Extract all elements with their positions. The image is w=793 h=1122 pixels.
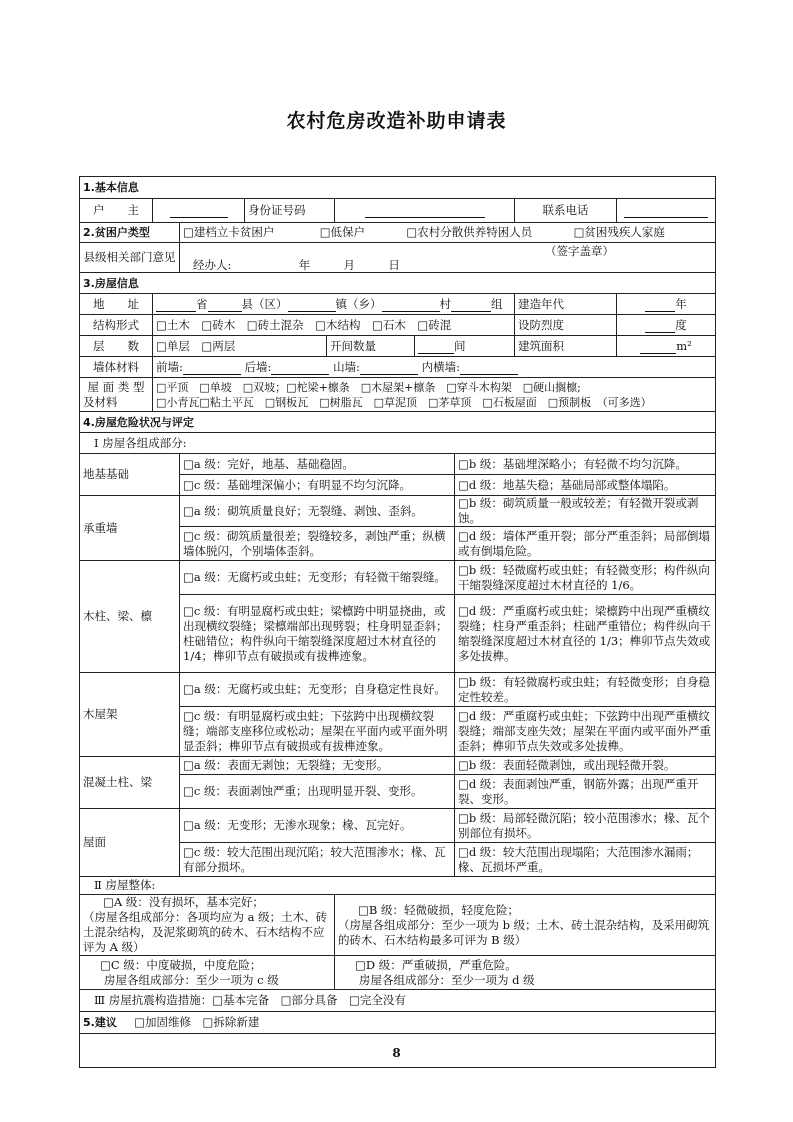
wall-back-label: 后墙: [244,359,272,374]
grade-b-desc: （房屋各组成部分：至少一项为 b 级；土木、砖土混杂结构，及采用砌筑的砖木、石木结构最多可评为 B 级） [338,917,710,947]
grade-b-title[interactable]: □B 级：轻微破损，轻度危险； [358,902,519,917]
address-label: 地 址 [80,294,153,315]
truss-grade-b[interactable]: □b 级：有轻微腐朽或虫蛀；有轻微变形；自身稳定性较差。 [455,673,716,707]
component-roof: 屋面 [80,809,180,877]
poverty-option-disabled[interactable]: □贫困残疾人家庭 [573,225,665,239]
roof-label-line2: 及材料 [83,394,118,409]
foundation-grade-a[interactable]: □a 级：完好，地基、基础稳固。 [180,454,455,475]
poverty-option-extreme-poor[interactable]: □农村分散供养特困人员 [406,225,533,239]
wall-grade-c[interactable]: □c 级：砌筑质量很差；裂缝较多，剥蚀严重；纵横墙体脱闪，个别墙体歪斜。 [180,527,455,561]
part2-heading: Ⅱ 房屋整体: [80,877,716,895]
truss-grade-c[interactable]: □c 级：有明显腐朽或虫蛀；下弦跨中出现横纹裂缝；端部支座移位或松动；屋架在平面内或平面外明显歪斜；榫卯节点有破损或有拔榫迹象。 [180,707,455,757]
addr-town: 镇（乡） [335,296,382,311]
area-label: 建筑面积 [515,336,617,357]
grade-c-title[interactable]: □C 级：中度破损，中度危险； [100,957,262,972]
wall-inner-label: 内横墙: [421,359,460,374]
date-month: 月 [343,257,355,272]
grade-d-desc: 房屋各组成部分：至少一项为 d 级 [359,972,535,987]
id-number-label: 身份证号码 [245,199,335,223]
county-opinion-label: 县级相关部门意见 [80,243,180,273]
poverty-type-options[interactable] [180,223,716,243]
section-house-info-heading: 3.房屋信息 [80,273,716,294]
roof-grade-a[interactable]: □a 级：无变形；无渗水现象；椽、瓦完好。 [180,809,455,843]
owner-field[interactable] [153,199,245,223]
overall-grade-d[interactable] [335,956,716,990]
overall-grade-c[interactable] [80,956,335,990]
grade-c-desc: 房屋各组成部分：至少一项为 c 级 [104,972,279,987]
built-year-label: 建造年代 [515,294,617,315]
component-timber-truss: 木屋架 [80,673,180,757]
component-concrete: 混凝土柱、梁 [80,757,180,809]
timber-grade-d[interactable]: □d 级：严重腐朽或虫蛀；梁檩跨中出现严重横纹裂缝；柱身严重歪斜；柱础严重错位；构件纵向干缩裂缝深度超过木材直径的 1/3；榫卯节点失效或多处拔榫。 [455,595,716,673]
application-form [79,176,716,1068]
section-danger-assessment-heading: 4.房屋危险状况与评定 [80,412,716,433]
phone-field[interactable] [617,199,716,223]
roof-label-line1: 屋 面 类 型 [87,379,145,394]
id-number-field[interactable] [335,199,515,223]
section-basic-info-heading: 1.基本信息 [80,177,716,199]
county-opinion-field[interactable] [180,243,716,273]
seismic-field[interactable] [617,315,716,336]
structure-options[interactable]: □土木 □砖木 □砖土混杂 □木结构 □石木 □砖混 [153,315,515,336]
addr-province: 省 [196,296,208,311]
page-number: 8 [392,1046,401,1060]
phone-label: 联系电话 [515,199,617,223]
concrete-grade-c[interactable]: □c 级：表面剥蚀严重；出现明显开裂、变形。 [180,775,455,809]
section-suggestion[interactable] [80,1012,716,1034]
seismic-label: 设防烈度 [515,315,617,336]
degree-unit: 度 [675,317,687,332]
timber-grade-b[interactable]: □b 级：轻微腐朽或虫蛀；有轻微变形；构件纵向干缩裂缝深度超过木材直径的 1/6。 [455,561,716,595]
grade-a-desc: （房屋各组成部分：各项均应为 a 级；土木、砖土混杂结构，及泥浆砌筑的砖木、石木结构不应评为 A 级） [83,910,328,954]
wall-grade-b[interactable]: □b 级：砌筑质量一般或较差；有轻微开裂或剥蚀。 [455,496,716,527]
date-day: 日 [388,257,400,272]
bays-label: 开间数量 [327,336,415,357]
structure-label: 结构形式 [80,315,153,336]
bays-field[interactable] [415,336,515,357]
floors-label: 层 数 [80,336,153,357]
truss-grade-d[interactable]: □d 级：严重腐朽或虫蛀；下弦跨中出现严重横纹裂缝；端部支座失效；屋架在平面内或平面外严重歪斜；榫卯节点失效或多处拔榫。 [455,707,716,757]
part1-heading: Ⅰ 房屋各组成部分: [80,433,716,454]
addr-village: 村 [439,296,451,311]
floors-options[interactable]: □单层 □两层 [153,336,327,357]
roof-label [80,378,153,412]
address-field[interactable] [153,294,515,315]
wall-front-label: 前墙: [156,359,183,374]
wall-gable-label: 山墙: [333,359,360,374]
wall-material-label: 墙体材料 [80,357,153,378]
foundation-grade-d[interactable]: □d 级：地基失稳；基础局部或整体塌陷。 [455,475,716,496]
wall-grade-d[interactable]: □d 级：墙体严重开裂；部分严重歪斜；局部倒塌或有倒塌危险。 [455,527,716,561]
timber-grade-a[interactable]: □a 级：无腐朽或虫蛀；无变形；有轻微干缩裂缝。 [180,561,455,595]
section-suggestion-heading: 5.建议 [83,1016,117,1029]
component-foundation: 地基基础 [80,454,180,496]
area-unit: m² [676,338,692,353]
seal-note: （签字盖章） [545,243,615,258]
foundation-grade-c[interactable]: □c 级：基础埋深偏小；有明显不均匀沉降。 [180,475,455,496]
roof-options[interactable] [153,378,716,412]
poverty-option-low-income[interactable]: □低保户 [319,225,366,239]
date-year: 年 [298,257,311,272]
wall-grade-a[interactable]: □a 级：砌筑质量良好；无裂缝、剥蚀、歪斜。 [180,496,455,527]
concrete-grade-d[interactable]: □d 级：表面剥蚀严重，钢筋外露；出现严重开裂、变形。 [455,775,716,809]
timber-grade-c[interactable]: □c 级：有明显腐朽或虫蛀；梁檩跨中明显挠曲，或出现横纹裂缝；梁檩端部出现劈裂；柱身明显歪斜；柱础错位；构件纵向干缩裂缝深度超过木材直径的 1/4；榫卯节点有破损或有拔榫迹象。 [180,595,455,673]
poverty-option-registered[interactable]: □建档立卡贫困户 [183,225,275,239]
wall-material-fields[interactable] [153,357,716,378]
foundation-grade-b[interactable]: □b 级：基础埋深略小；有轻微不均匀沉降。 [455,454,716,475]
grade-d-title[interactable]: □D 级：严重破损，严重危险。 [355,957,517,972]
section-poverty-type-heading: 2.贫困户类型 [80,223,180,243]
addr-county: 县（区） [241,296,288,311]
bays-unit: 间 [454,338,466,353]
truss-grade-a[interactable]: □a 级：无腐朽或虫蛀；无变形；自身稳定性良好。 [180,673,455,707]
part3-seismic-measures[interactable]: Ⅲ 房屋抗震构造措施：□基本完备 □部分具备 □完全没有 [80,990,716,1012]
roof-options-line2[interactable]: □小青瓦□粘土平瓦 □钢板瓦 □树脂瓦 □草泥顶 □茅草顶 □石板屋面 □预制板 （可多选） [156,395,652,409]
grade-a-title[interactable]: □A 级：没有损坏，基本完好； [103,895,264,909]
built-year-field[interactable] [617,294,716,315]
overall-grade-a[interactable] [80,895,335,956]
year-unit: 年 [675,296,687,311]
component-bearing-wall: 承重墙 [80,496,180,561]
roof-grade-d[interactable]: □d 级：较大范围出现塌陷；大范围渗水漏雨；椽、瓦损坏严重。 [455,843,716,877]
addr-group: 组 [491,296,503,311]
roof-options-line1[interactable]: □平顶 □单坡 □双坡；□柁梁+檩条 □木屋架+檩条 □穿斗木构架 □硬山搁檩; [156,380,581,394]
overall-grade-b[interactable] [335,895,716,956]
component-timber-column-beam: 木柱、梁、檩 [80,561,180,673]
roof-grade-b[interactable]: □b 级：局部轻微沉陷；较小范围渗水；椽、瓦个别部位有损坏。 [455,809,716,843]
owner-label: 户 主 [80,199,153,223]
concrete-grade-b[interactable]: □b 级：表面轻微剥蚀，或出现轻微开裂。 [455,757,716,775]
roof-grade-c[interactable]: □c 级：较大范围出现沉陷；较大范围渗水；椽、瓦有部分损坏。 [180,843,455,877]
suggestion-options[interactable]: □加固维修 □拆除新建 [134,1015,260,1029]
concrete-grade-a[interactable]: □a 级：表面无剥蚀；无裂缝；无变形。 [180,757,455,775]
page-title: 农村危房改造补助申请表 [286,110,507,132]
handler-label: 经办人: [193,257,232,272]
area-field[interactable] [617,336,716,357]
